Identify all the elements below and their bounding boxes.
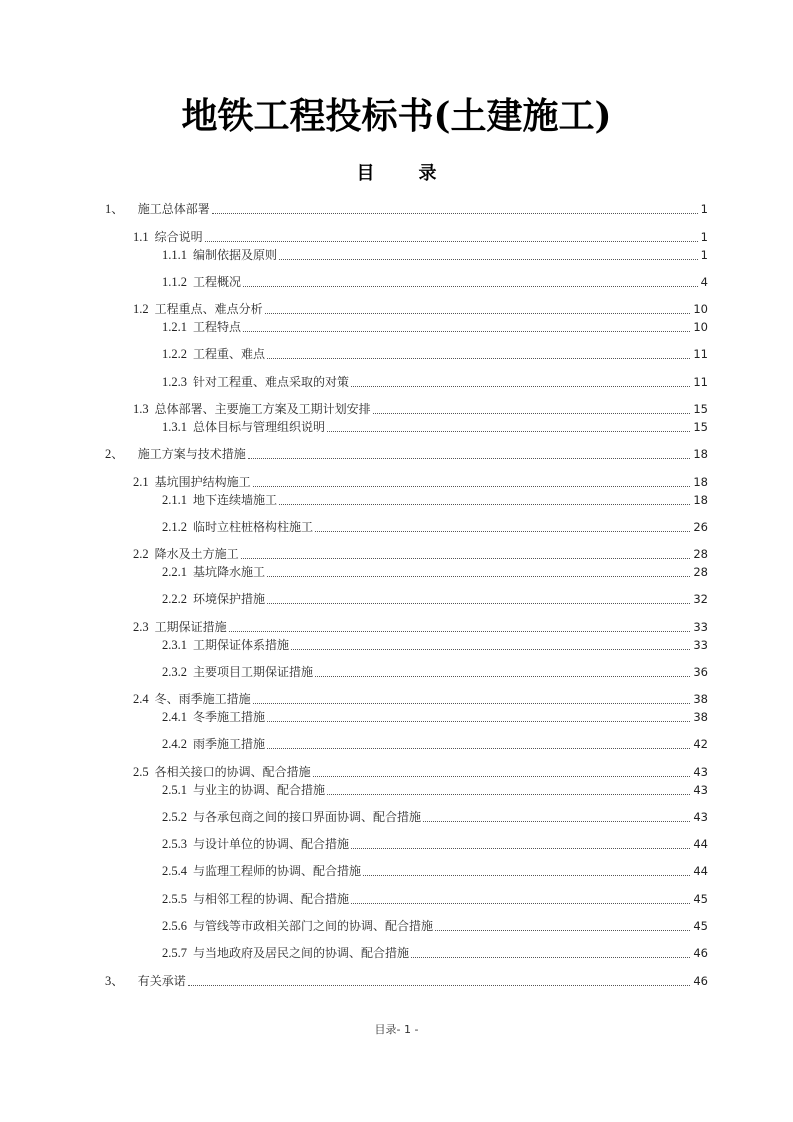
toc-entry[interactable]	[162, 916, 708, 934]
toc-entry-page-number: 18	[693, 475, 708, 489]
toc-dot-leader	[363, 875, 690, 876]
toc-entry[interactable]	[133, 227, 708, 245]
toc-entry-number: 2.5.4	[162, 864, 187, 878]
toc-entry-page-number: 43	[693, 765, 708, 779]
toc-entry[interactable]	[105, 199, 708, 217]
toc-entry-page-number: 46	[693, 946, 708, 960]
toc-entry-page-number: 4	[700, 275, 708, 289]
toc-dot-leader	[411, 957, 690, 958]
toc-dot-leader	[243, 331, 690, 332]
toc-entry[interactable]	[162, 707, 708, 725]
toc-entry-title: 工期保证措施	[154, 620, 227, 634]
toc-entry[interactable]	[162, 807, 708, 825]
toc-entry-number: 2.2.2	[162, 592, 187, 606]
toc-entry[interactable]	[162, 417, 708, 435]
toc-entry[interactable]	[162, 635, 708, 653]
toc-dot-leader	[188, 985, 691, 986]
toc-entry[interactable]	[162, 372, 708, 390]
toc-dot-leader	[243, 286, 698, 287]
toc-entry-page-number: 38	[693, 692, 708, 706]
toc-entry-title: 施工总体部署	[137, 202, 210, 216]
toc-entry-page-number: 44	[693, 837, 708, 851]
toc-entry-title: 综合说明	[154, 230, 203, 244]
toc-entry-page-number: 18	[693, 493, 708, 507]
toc-entry[interactable]	[162, 245, 708, 263]
toc-entry-page-number: 43	[693, 783, 708, 797]
toc-entry-number: 2、	[105, 447, 124, 461]
toc-entry[interactable]	[162, 662, 708, 680]
toc-entry-title: 基坑降水施工	[193, 565, 266, 579]
toc-entry-title: 与监理工程师的协调、配合措施	[193, 864, 362, 878]
toc-entry[interactable]	[133, 544, 708, 562]
toc-entry[interactable]	[162, 589, 708, 607]
toc-entry[interactable]	[105, 971, 708, 989]
toc-entry-number: 1.3.1	[162, 420, 187, 434]
toc-dot-leader	[279, 504, 690, 505]
toc-entry-page-number: 15	[693, 402, 708, 416]
toc-entry-title: 编制依据及原则	[193, 248, 278, 262]
toc-entry-title: 各相关接口的协调、配合措施	[154, 765, 311, 779]
toc-entry[interactable]	[162, 943, 708, 961]
toc-entry-page-number: 1	[700, 202, 708, 216]
toc-entry-number: 1.2.3	[162, 375, 187, 389]
toc-entry-page-number: 18	[693, 447, 708, 461]
toc-entry-number: 2.1.1	[162, 493, 187, 507]
toc-entry-title: 工期保证体系措施	[193, 638, 290, 652]
toc-entry-page-number: 33	[693, 620, 708, 634]
toc-dot-leader	[241, 558, 691, 559]
toc-entry-title: 与管线等市政相关部门之间的协调、配合措施	[193, 919, 434, 933]
toc-entry[interactable]	[162, 317, 708, 335]
toc-entry-title: 与各承包商之间的接口界面协调、配合措施	[193, 810, 422, 824]
toc-entry-title: 针对工程重、难点采取的对策	[193, 375, 350, 389]
toc-dot-leader	[253, 486, 691, 487]
toc-entry[interactable]	[162, 861, 708, 879]
toc-entry-page-number: 32	[693, 592, 708, 606]
toc-dot-leader	[212, 213, 698, 214]
toc-entry-number: 1.2	[133, 302, 149, 316]
toc-entry-title: 与设计单位的协调、配合措施	[193, 837, 350, 851]
toc-entry-page-number: 44	[693, 864, 708, 878]
toc-entry-title: 降水及土方施工	[154, 547, 239, 561]
toc-entry[interactable]	[133, 399, 708, 417]
toc-entry[interactable]	[162, 562, 708, 580]
toc-entry-title: 地下连续墙施工	[193, 493, 278, 507]
toc-entry-number: 1.1	[133, 230, 149, 244]
toc-dot-leader	[315, 676, 690, 677]
toc-entry[interactable]	[133, 472, 708, 490]
toc-entry-number: 2.1.2	[162, 520, 187, 534]
page-footer: 目录- 1 -	[374, 1023, 419, 1036]
toc-dot-leader	[313, 776, 691, 777]
toc-entry-page-number: 28	[693, 547, 708, 561]
toc-entry[interactable]	[162, 490, 708, 508]
toc-entry-title: 临时立柱桩格构柱施工	[193, 520, 314, 534]
toc-entry-page-number: 10	[693, 302, 708, 316]
toc-entry-number: 1、	[105, 202, 124, 216]
toc-entry-page-number: 11	[693, 347, 708, 361]
toc-entry[interactable]	[133, 762, 708, 780]
toc-entry-title: 总体目标与管理组织说明	[193, 420, 326, 434]
toc-dot-leader	[315, 531, 690, 532]
toc-dot-leader	[291, 649, 690, 650]
toc-entry-number: 2.3.2	[162, 665, 187, 679]
toc-entry-title: 总体部署、主要施工方案及工期计划安排	[154, 402, 371, 416]
toc-dot-leader	[267, 748, 690, 749]
toc-dot-leader	[423, 821, 690, 822]
toc-entry-page-number: 28	[693, 565, 708, 579]
toc-entry-number: 1.3	[133, 402, 149, 416]
toc-entry-number: 2.5.1	[162, 783, 187, 797]
toc-dot-leader	[265, 313, 691, 314]
toc-entry-title: 冬季施工措施	[193, 710, 266, 724]
toc-entry-title: 施工方案与技术措施	[137, 447, 246, 461]
toc-entry-title: 基坑围护结构施工	[154, 475, 251, 489]
toc-entry-number: 2.5.5	[162, 892, 187, 906]
toc-entry-page-number: 43	[693, 810, 708, 824]
toc-entry-page-number: 10	[693, 320, 708, 334]
toc-entry-title: 工程重点、难点分析	[154, 302, 263, 316]
toc-entry[interactable]	[162, 780, 708, 798]
toc-entry-number: 2.4.1	[162, 710, 187, 724]
toc-entry-number: 2.2	[133, 547, 149, 561]
toc-entry-title: 工程概况	[193, 275, 242, 289]
toc-entry-number: 2.3	[133, 620, 149, 634]
toc-entry[interactable]	[162, 517, 708, 535]
toc-dot-leader	[253, 703, 691, 704]
toc-entry-page-number: 11	[693, 375, 708, 389]
toc-entry-title: 冬、雨季施工措施	[154, 692, 251, 706]
toc-entry-title: 与业主的协调、配合措施	[193, 783, 326, 797]
toc-entry[interactable]	[133, 617, 708, 635]
toc-entry-page-number: 45	[693, 892, 708, 906]
toc-entry-title: 与当地政府及居民之间的协调、配合措施	[193, 946, 410, 960]
toc-entry-title: 与相邻工程的协调、配合措施	[193, 892, 350, 906]
toc-entry-page-number: 36	[693, 665, 708, 679]
toc-entry-page-number: 15	[693, 420, 708, 434]
toc-entry-number: 2.5.2	[162, 810, 187, 824]
toc-dot-leader	[267, 358, 690, 359]
toc-entry-number: 2.5.6	[162, 919, 187, 933]
toc-entry[interactable]	[162, 272, 708, 290]
toc-entry-number: 2.5.7	[162, 946, 187, 960]
toc-entry-number: 2.5.3	[162, 837, 187, 851]
toc-dot-leader	[267, 576, 690, 577]
toc-entry-title: 主要项目工期保证措施	[193, 665, 314, 679]
toc-dot-leader	[279, 259, 698, 260]
toc-entry[interactable]	[162, 344, 708, 362]
toc-dot-leader	[351, 903, 690, 904]
toc-entry[interactable]	[162, 834, 708, 852]
toc-dot-leader	[435, 930, 690, 931]
toc-dot-leader	[229, 631, 691, 632]
toc-entry-title: 工程重、难点	[193, 347, 266, 361]
toc-dot-leader	[351, 386, 690, 387]
toc-entry-page-number: 26	[693, 520, 708, 534]
toc-entry[interactable]	[133, 299, 708, 317]
toc-entry[interactable]	[105, 444, 708, 462]
toc-entry-number: 2.1	[133, 475, 149, 489]
toc-dot-leader	[267, 721, 690, 722]
toc-entry-page-number: 38	[693, 710, 708, 724]
toc-entry-title: 有关承诺	[137, 974, 186, 988]
toc-dot-leader	[351, 848, 690, 849]
toc-entry-number: 1.1.1	[162, 248, 187, 262]
toc-entry-number: 1.2.1	[162, 320, 187, 334]
toc-entry[interactable]	[162, 889, 708, 907]
toc-entry-page-number: 42	[693, 737, 708, 751]
toc-entry-number: 3、	[105, 974, 124, 988]
toc-entry-number: 2.4	[133, 692, 149, 706]
toc-entry-number: 2.2.1	[162, 565, 187, 579]
toc-entry[interactable]	[133, 689, 708, 707]
toc-entry-title: 环境保护措施	[193, 592, 266, 606]
toc-entry-page-number: 33	[693, 638, 708, 652]
toc-heading-char-2: 录	[418, 163, 437, 184]
toc-entry-page-number: 1	[700, 248, 708, 262]
toc-heading-char-1: 目	[356, 163, 375, 184]
toc-dot-leader	[327, 794, 690, 795]
toc-entry-number: 1.2.2	[162, 347, 187, 361]
toc-dot-leader	[267, 603, 690, 604]
toc-entry-title: 工程特点	[193, 320, 242, 334]
toc-entry-number: 2.4.2	[162, 737, 187, 751]
toc-entry-page-number: 46	[693, 974, 708, 988]
toc-dot-leader	[248, 458, 691, 459]
toc-dot-leader	[205, 241, 698, 242]
toc-entry-number: 1.1.2	[162, 275, 187, 289]
toc-dot-leader	[327, 431, 690, 432]
document-title: 地铁工程投标书(土建施工)	[181, 95, 612, 137]
toc-entry-title: 雨季施工措施	[193, 737, 266, 751]
toc-entry-page-number: 45	[693, 919, 708, 933]
toc-entry-number: 2.3.1	[162, 638, 187, 652]
toc-dot-leader	[373, 413, 691, 414]
toc-entry-page-number: 1	[700, 230, 708, 244]
toc-entry-number: 2.5	[133, 765, 149, 779]
toc-entry[interactable]	[162, 734, 708, 752]
